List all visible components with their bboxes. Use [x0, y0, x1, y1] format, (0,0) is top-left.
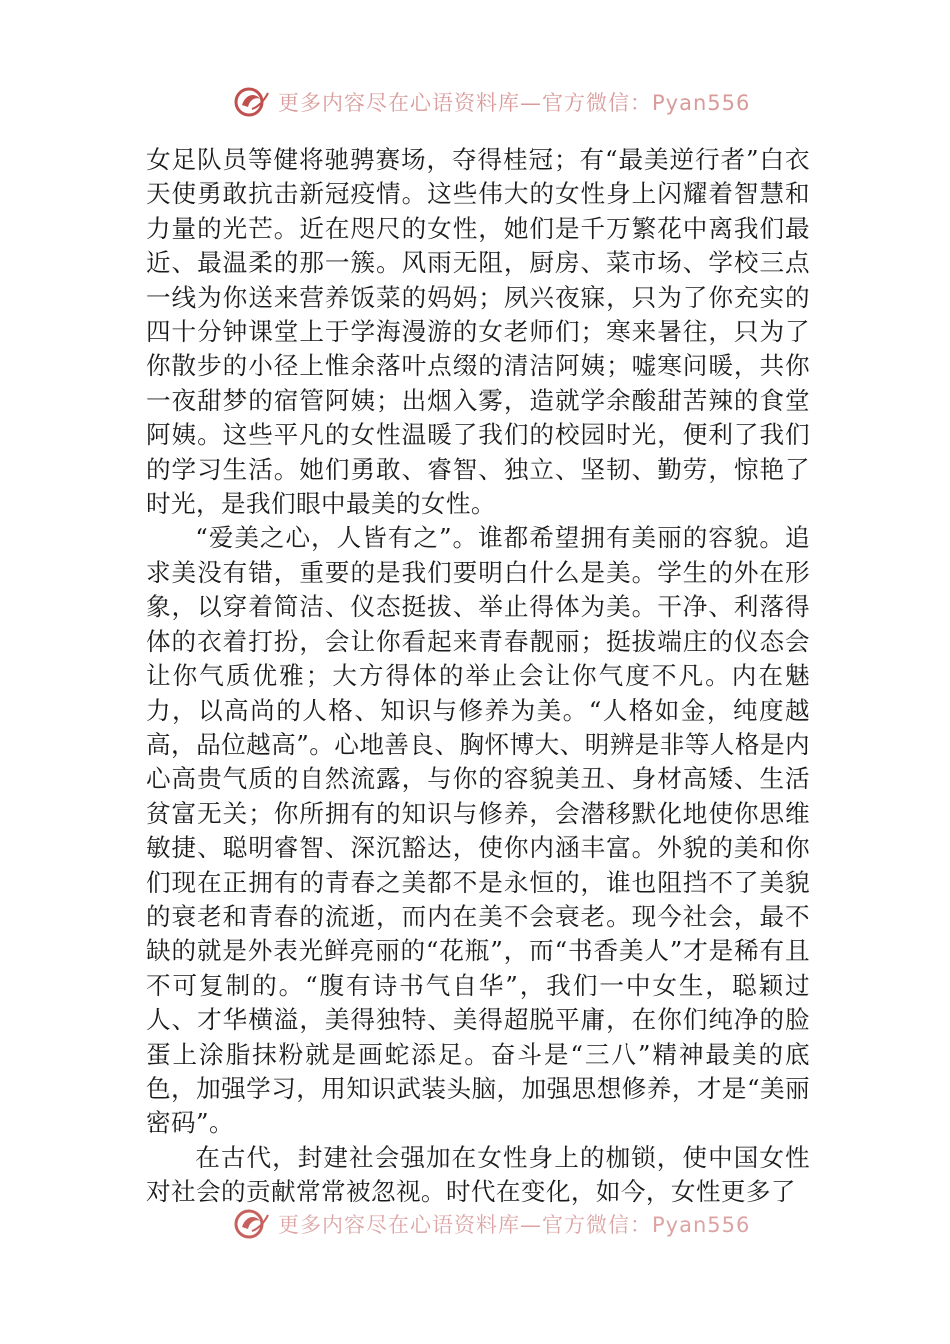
paragraph-3: 在古代，封建社会强加在女性身上的枷锁，使中国女性对社会的贡献常常被忽视。时代在变化，如今，女性更多了: [146, 1142, 810, 1207]
watermark-header: [232, 82, 752, 122]
paragraph-1: 女足队员等健将驰骋赛场，夺得桂冠；有“最美逆行者”白衣天使勇敢抗击新冠疫情。这些伟大的女性身上闪耀着智慧和力量的光芒。近在咫尺的女性，她们是千万繁花中离我们最近、最温柔的那一簇。风雨无阻，厨房、菜市场、学校三点一线为你送来营养饭菜的妈妈；夙兴夜寐，只为了你充实的四十分钟课堂上于学海漫游的女老师们；寒来暑往，只为了你散步的小径上惟余落叶点缀的清洁阿姨；嘘寒问暖，共你一夜甜梦的宿管阿姨；出烟入雾，造就学余酸甜苦辣的食堂阿姨。这些平凡的女性温暖了我们的校园时光，便利了我们的学习生活。她们勇敢、睿智、独立、坚韧、勤劳，惊艳了时光，是我们眼中最美的女性。: [146, 145, 810, 519]
document-body: [146, 143, 810, 1210]
swirl-logo-icon: [232, 85, 272, 119]
paragraph-2: “爱美之心，人皆有之”。谁都希望拥有美丽的容貌。追求美没有错，重要的是我们要明白什么是美。学生的外在形象，以穿着简洁、仪态挺拔、举止得体为美。干净、利落得体的衣着打扮，会让你看起来青春靓丽；挺拔端庄的仪态会让你气质优雅；大方得体的举止会让你气度不凡。内在魅力，以高尚的人格、知识与修养为美。“人格如金，纯度越高，品位越高”。心地善良、胸怀博大、明辨是非等人格是内心高贵气质的自然流露，与你的容貌美丑、身材高矮、生活贫富无关；你所拥有的知识与修养，会潜移默化地使你思维敏捷、聪明睿智、深沉豁达，使你内涵丰富。外貌的美和你们现在正拥有的青春之美都不是永恒的，谁也阻挡不了美貌的衰老和青春的流逝，而内在美不会衰老。现今社会，最不缺的就是外表光鲜亮丽的“花瓶”，而“书香美人”才是稀有且不可复制的。“腹有诗书气自华”，我们一中女生，聪颖过人、才华横溢，美得独特、美得超脱平庸，在你们纯净的脸蛋上涂脂抹粉就是画蛇添足。奋斗是“三八”精神最美的底色，加强学习，用知识武装头脑，加强思想修养，才是“美丽密码”。: [146, 523, 810, 1138]
watermark-text: 更多内容尽在心语资料库—官方微信：Pyan556: [278, 91, 751, 115]
watermark-text: 更多内容尽在心语资料库—官方微信：Pyan556: [278, 1213, 751, 1237]
swirl-logo-icon: [232, 1207, 272, 1241]
watermark-footer: [232, 1204, 752, 1244]
